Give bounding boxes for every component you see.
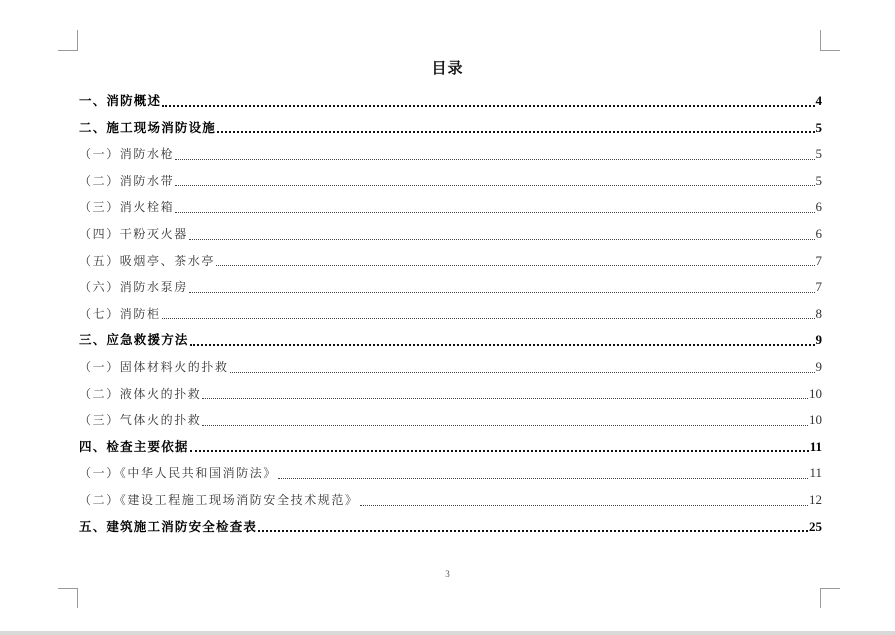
toc-entry[interactable] xyxy=(79,274,822,301)
toc-dot-leader xyxy=(190,449,809,452)
toc-dot-leader xyxy=(230,371,815,373)
page-bottom-edge xyxy=(0,631,895,635)
toc-entry-label: （二）《建设工程施工现场消防安全技术规范》 xyxy=(79,492,359,507)
toc-entry-page-number: 12 xyxy=(809,491,822,507)
toc-dot-leader xyxy=(217,130,814,133)
toc-entry[interactable] xyxy=(79,168,822,195)
toc-dot-leader xyxy=(175,158,814,160)
toc-entry-label: （七）消防柜 xyxy=(79,306,161,321)
toc-entry[interactable] xyxy=(79,301,822,328)
toc-entry-label: （一）消防水枪 xyxy=(79,147,175,162)
toc-entry-page-number: 5 xyxy=(815,172,822,188)
table-of-contents xyxy=(79,88,822,540)
toc-entry-label: 五、建筑施工消防安全检查表 xyxy=(79,518,258,534)
toc-entry[interactable] xyxy=(79,141,822,168)
toc-dot-leader xyxy=(190,343,815,346)
toc-entry-page-number: 5 xyxy=(815,146,822,162)
toc-entry-label: （五）吸烟亭、茶水亭 xyxy=(79,253,216,268)
toc-entry[interactable] xyxy=(79,88,822,115)
toc-dot-leader xyxy=(360,504,808,506)
toc-entry[interactable] xyxy=(79,381,822,408)
toc-entry[interactable] xyxy=(79,407,822,434)
toc-entry[interactable] xyxy=(79,221,822,248)
toc-dot-leader xyxy=(278,477,808,479)
toc-dot-leader xyxy=(216,264,814,266)
toc-dot-leader xyxy=(202,397,808,399)
toc-entry-label: （三）气体火的扑救 xyxy=(79,413,202,428)
toc-entry-label: 三、应急救援方法 xyxy=(79,332,189,348)
toc-entry-label: （四）干粉灭火器 xyxy=(79,226,188,241)
toc-entry-page-number: 8 xyxy=(815,305,822,321)
toc-entry[interactable] xyxy=(79,514,822,541)
toc-entry-page-number: 10 xyxy=(809,412,822,428)
toc-dot-leader xyxy=(162,104,814,107)
toc-entry-label: （一）固体材料火的扑救 xyxy=(79,359,229,374)
toc-entry-label: （三）消火栓箱 xyxy=(79,200,175,215)
toc-entry[interactable] xyxy=(79,354,822,381)
page-number: 3 xyxy=(445,569,450,579)
toc-entry-page-number: 10 xyxy=(809,385,822,401)
toc-dot-leader xyxy=(162,317,815,319)
toc-entry-label: 四、检查主要依据 xyxy=(79,438,189,454)
toc-entry[interactable] xyxy=(79,115,822,142)
toc-entry[interactable] xyxy=(79,327,822,354)
toc-entry-page-number: 9 xyxy=(815,332,822,348)
toc-entry-label: 二、施工现场消防设施 xyxy=(79,119,217,135)
toc-dot-leader xyxy=(189,238,815,240)
toc-entry-label: 一、消防概述 xyxy=(79,93,162,108)
toc-entry-page-number: 11 xyxy=(809,438,822,454)
toc-dot-leader xyxy=(202,424,808,426)
toc-entry[interactable] xyxy=(79,487,822,514)
toc-entry-page-number: 9 xyxy=(815,358,822,374)
toc-dot-leader xyxy=(258,529,808,532)
toc-entry-page-number: 25 xyxy=(809,518,822,534)
toc-entry-page-number: 6 xyxy=(815,225,822,241)
toc-dot-leader xyxy=(189,291,815,293)
toc-entry[interactable] xyxy=(79,248,822,275)
toc-entry-page-number: 4 xyxy=(815,93,822,108)
toc-entry-page-number: 7 xyxy=(815,252,822,268)
toc-title: 目录 xyxy=(431,59,464,77)
toc-entry[interactable] xyxy=(79,194,822,221)
toc-dot-leader xyxy=(175,211,814,213)
toc-entry[interactable] xyxy=(79,434,822,461)
toc-entry-page-number: 5 xyxy=(815,119,822,135)
toc-entry-label: （二）消防水带 xyxy=(79,173,175,188)
toc-entry[interactable] xyxy=(79,460,822,487)
toc-entry-label: （二）液体火的扑救 xyxy=(79,386,202,401)
toc-entry-page-number: 6 xyxy=(815,199,822,215)
toc-entry-label: （一）《中华人民共和国消防法》 xyxy=(79,466,278,481)
toc-entry-label: （六）消防水泵房 xyxy=(79,280,188,295)
toc-dot-leader xyxy=(175,184,814,186)
toc-entry-page-number: 11 xyxy=(809,465,822,481)
toc-entry-page-number: 7 xyxy=(815,279,822,295)
